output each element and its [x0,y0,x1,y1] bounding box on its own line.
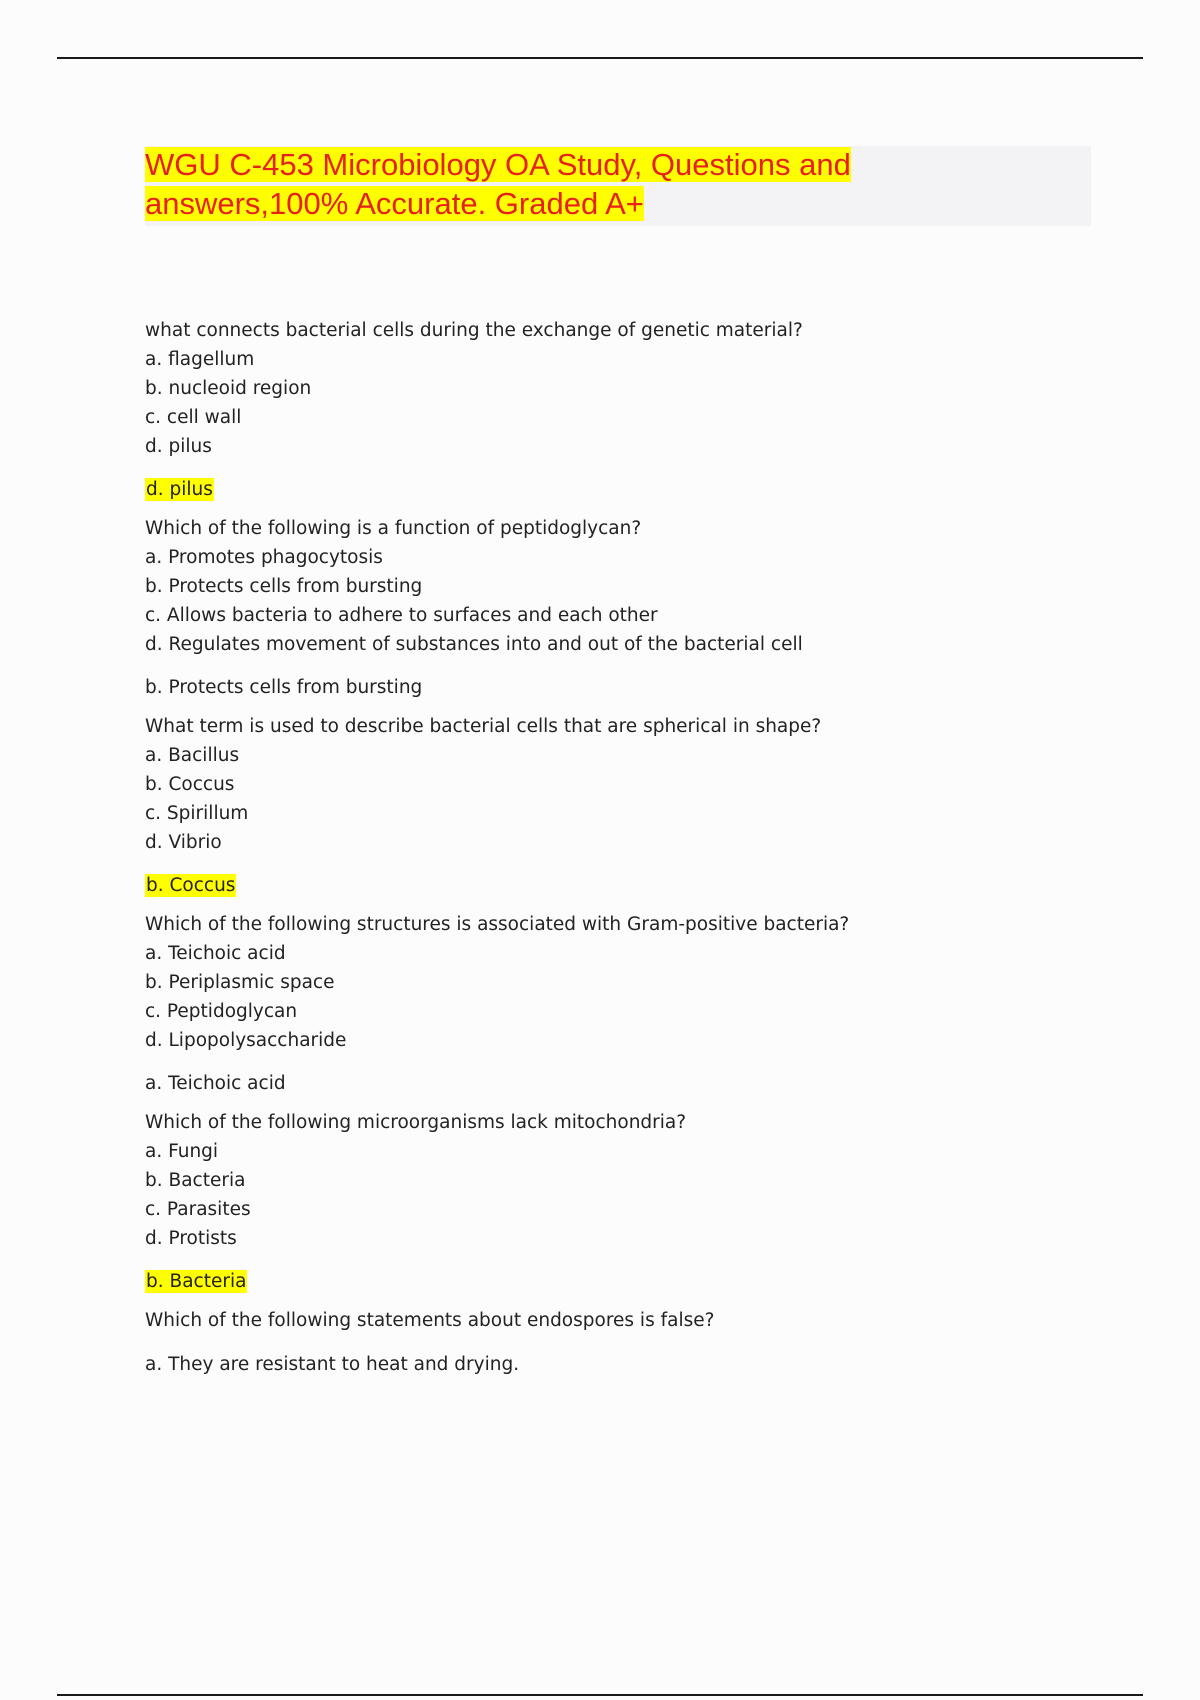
answer-text: a. Teichoic acid [145,1073,286,1094]
option-item: b. Bacteria [145,1170,246,1191]
option-item: a. Bacillus [145,745,240,766]
option-item: a. Teichoic acid [145,943,286,964]
answer-text-highlighted: d. pilus [146,479,213,500]
option-list [145,345,1105,461]
option-item: c. Peptidoglycan [145,1001,298,1022]
option-item: b. Periplasmic space [145,972,335,993]
question-text: Which of the following is a function of peptidoglycan? [145,518,642,539]
answer-line [145,1268,1105,1296]
questions-list [145,317,1105,1395]
question-text: Which of the following microorganisms lack mitochondria? [145,1112,687,1133]
question-block [145,1307,1105,1379]
question-text: Which of the following statements about endospores is false? [145,1310,715,1331]
footer-rule [57,1694,1143,1696]
option-item: c. Spirillum [145,803,249,824]
answer-line [145,1070,1105,1098]
option-item: b. nucleoid region [145,378,312,399]
option-item: a. Promotes phagocytosis [145,547,383,568]
answer-text-highlighted: b. Coccus [146,875,236,896]
answer-text-highlighted: b. Bacteria [146,1271,247,1292]
option-list [145,1137,1105,1253]
option-item: c. Parasites [145,1199,251,1220]
option-list [145,939,1105,1055]
option-item: c. cell wall [145,407,242,428]
option-item: a. They are resistant to heat and drying. [145,1354,520,1375]
question-text: What term is used to describe bacterial cells that are spherical in shape? [145,716,822,737]
answer-line [145,674,1105,702]
question-text: what connects bacterial cells during the exchange of genetic material? [145,320,803,341]
answer-line [145,872,1105,900]
option-item: d. pilus [145,436,212,457]
question-text: Which of the following structures is associated with Gram-positive bacteria? [145,914,850,935]
option-item: c. Allows bacteria to adhere to surfaces and each other [145,605,658,626]
question-block [145,911,1105,1098]
answer-text: b. Protects cells from bursting [145,677,423,698]
header-rule [57,57,1143,59]
option-list [145,741,1105,857]
answer-line [145,476,1105,504]
option-item: a. Fungi [145,1141,219,1162]
question-block [145,515,1105,702]
document-title [145,145,905,223]
option-list [145,543,1105,659]
question-block [145,713,1105,900]
option-item: d. Regulates movement of substances into and out of the bacterial cell [145,634,803,655]
option-item: d. Vibrio [145,832,222,853]
question-block [145,1109,1105,1296]
option-item: d. Lipopolysaccharide [145,1030,347,1051]
question-block [145,317,1105,504]
title-highlight: WGU C-453 Microbiology OA Study, Questions and answers,100% Accurate. Graded A+ [145,147,851,221]
option-item: b. Protects cells from bursting [145,576,423,597]
option-item: a. flagellum [145,349,255,370]
option-item: d. Protists [145,1228,237,1249]
option-item: b. Coccus [145,774,235,795]
